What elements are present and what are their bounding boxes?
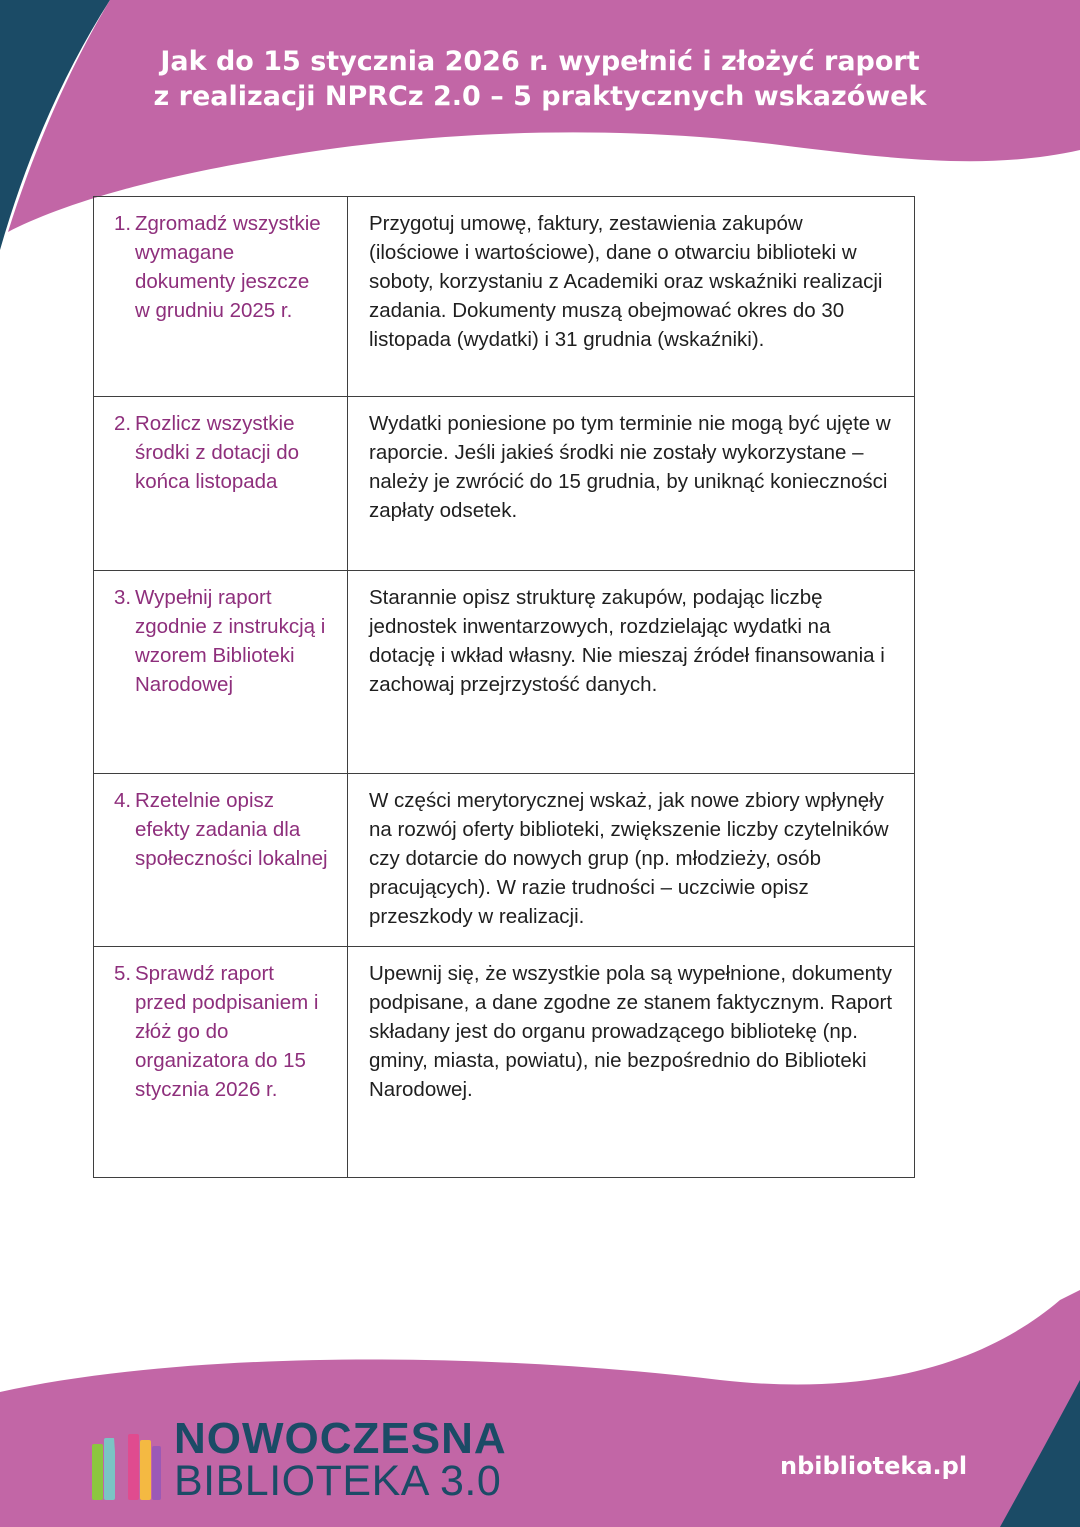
tip-title-cell: [94, 571, 348, 774]
footer-magenta-wave: [0, 1290, 1080, 1527]
logo-line-1: NOWOCZESNA: [174, 1414, 507, 1463]
tip-number: 3.: [114, 586, 132, 609]
table-row: [94, 571, 915, 774]
tip-description: Upewnij się, że wszystkie pola są wypełnione, dokumenty podpisane, a dane zgodne ze stanem faktycznym. Raport składany jest do organu prowadzącego bibliotekę (np. gminy, miasta, powiatu), nie bezpośrednio do Biblioteki Narodowej.: [348, 947, 915, 1178]
tips-table: [93, 196, 915, 1178]
tip-description: Starannie opisz strukturę zakupów, podając liczbę jednostek inwentarzowych, rozdzielając wydatki na dotację i wkład własny. Nie mieszaj źródeł finansowania i zachowaj przejrzystość danych.: [348, 571, 915, 774]
brand-logo-text: [174, 1414, 507, 1505]
tip-title-cell: [94, 947, 348, 1178]
tip-title-cell: [94, 397, 348, 571]
tip-description: W części merytorycznej wskaż, jak nowe zbiory wpłynęły na rozwój oferty biblioteki, zwiększenie liczby czytelników czy dotarcie do nowych grup (np. młodzieży, osób pracujących). W razie trudności – uczciwie opisz przeszkody w realizacji.: [348, 774, 915, 947]
tip-title: Rozlicz wszystkie środki z dotacji do końca listopada: [135, 412, 300, 493]
tip-description: Przygotuj umowę, faktury, zestawienia zakupów (ilościowe i wartościowe), dane o otwarciu biblioteki w soboty, korzystaniu z Academiki oraz wskaźniki realizacji zadania. Dokumenty muszą obejmować okres do 30 listopada (wydatki) i 31 grudnia (wskaźniki).: [348, 197, 915, 397]
tip-number: 2.: [114, 412, 132, 435]
table-row: [94, 397, 915, 571]
tip-number: 4.: [114, 789, 132, 812]
tip-number: 5.: [114, 962, 132, 985]
tip-title: Wypełnij raport zgodnie z instrukcją i wzorem Biblioteki Narodowej: [135, 586, 326, 696]
tip-title-cell: [94, 774, 348, 947]
title-line-2: z realizacji NPRCz 2.0 – 5 praktycznych wskazówek: [153, 81, 927, 112]
website-link[interactable]: nbiblioteka.pl: [780, 1452, 968, 1480]
tip-title: Zgromadź wszystkie wymagane dokumenty jeszcze w grudniu 2025 r.: [135, 212, 321, 322]
logo-line-2: BIBLIOTEKA 3.0: [174, 1457, 502, 1505]
table-row: [94, 774, 915, 947]
tip-number: 1.: [114, 212, 132, 235]
table-row: [94, 197, 915, 397]
tip-description: Wydatki poniesione po tym terminie nie mogą być ujęte w raporcie. Jeśli jakieś środki nie zostały wykorzystane – należy je zwrócić do 15 grudnia, by uniknąć konieczności zapłaty odsetek.: [348, 397, 915, 571]
title-line-1: Jak do 15 stycznia 2026 r. wypełnić i złożyć raport: [160, 46, 920, 77]
tip-title-cell: [94, 197, 348, 397]
tip-title: Sprawdź raport przed podpisaniem i złóż go do organizatora do 15 stycznia 2026 r.: [135, 962, 319, 1101]
tip-title: Rzetelnie opisz efekty zadania dla społeczności lokalnej: [135, 789, 328, 870]
page-title: [0, 44, 1080, 114]
table-row: [94, 947, 915, 1178]
